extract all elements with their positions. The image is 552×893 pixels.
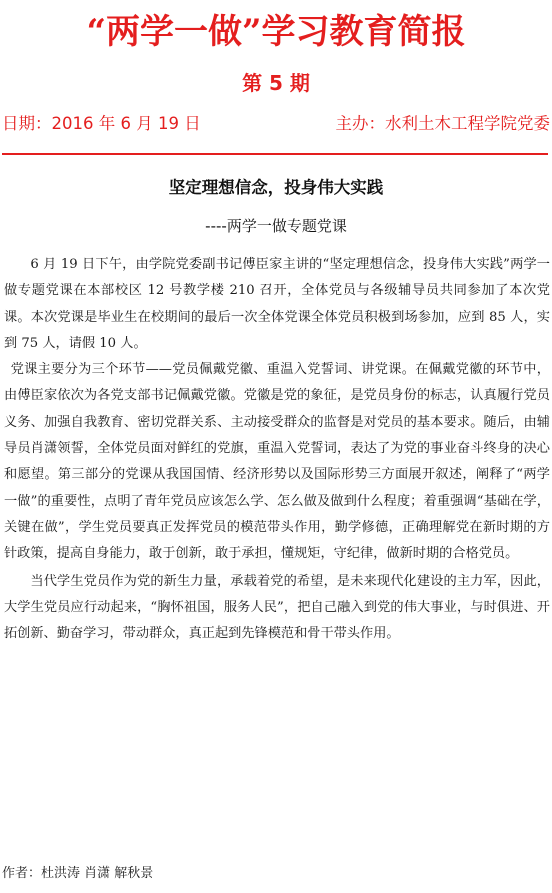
issue-host: 主办：水利土木工程学院党委 [335,114,550,133]
article-subtitle: ----两学一做专题党课 [205,217,347,235]
newsletter-title: “两学一做”学习教育简报 [86,12,466,52]
article-paragraph: 党课主要分为三个环节——党员佩戴党徽、重温入党誓词、讲党课。在佩戴党徽的环节中，由傅臣家依次为各党支部书记佩戴党徽。党徽是党的象征，是党员身份的标志，认真履行党员义务、加强自我教育、密切党群关系、主动接受群众的监督是对党员的基本要求。随后，由辅导员肖潇领誓，全体党员面对鲜红的党旗，重温入党誓词，表达了为党的事业奋斗终身的决心和愿望。第三部分的党课从我国国情、经济形势以及国际形势三方面展开叙述，阐释了“两学一做”的重要性，点明了青年党员应该怎么学、怎么做及做到什么程度；着重强调“基础在学，关键在做”，学生党员要真正发挥党员的模范带头作用，勤学修德，正确理解党在新时期的方针政策，提高自身能力，敢于创新，敢于承担，懂规矩，守纪律，做新时期的合格党员。 [4,362,550,562]
article-body [4,252,550,647]
article-title: 坚定理想信念，投身伟大实践 [168,178,384,197]
article-paragraph: 6 月 19 日下午，由学院党委副书记傅臣家主讲的“坚定理想信念，投身伟大实践”两学一做专题党课在本部校区 12 号教学楼 210 召开，全体党员与各级辅导员共同参加了本次党课。本次党课是毕业生在校期间的最后一次全体党课全体党员积极到场参加，应到 85 人，实到 75 人，请假 10 人。 [4,257,550,351]
article-paragraph: 当代学生党员作为党的新生力量，承载着党的希望，是未来现代化建设的主力军，因此，大学生党员应行动起来，“胸怀祖国，服务人民”，把自己融入到党的伟大事业，与时俱进、开拓创新、勤奋学习，带动群众，真正起到先锋模范和骨干带头作用。 [4,573,550,642]
article-byline: 作者：杜洪涛 肖潇 解秋景 [2,866,154,881]
header-divider [2,153,548,155]
issue-number: 第 5 期 [242,71,310,95]
issue-date: 日期：2016 年 6 月 19 日 [2,114,201,133]
